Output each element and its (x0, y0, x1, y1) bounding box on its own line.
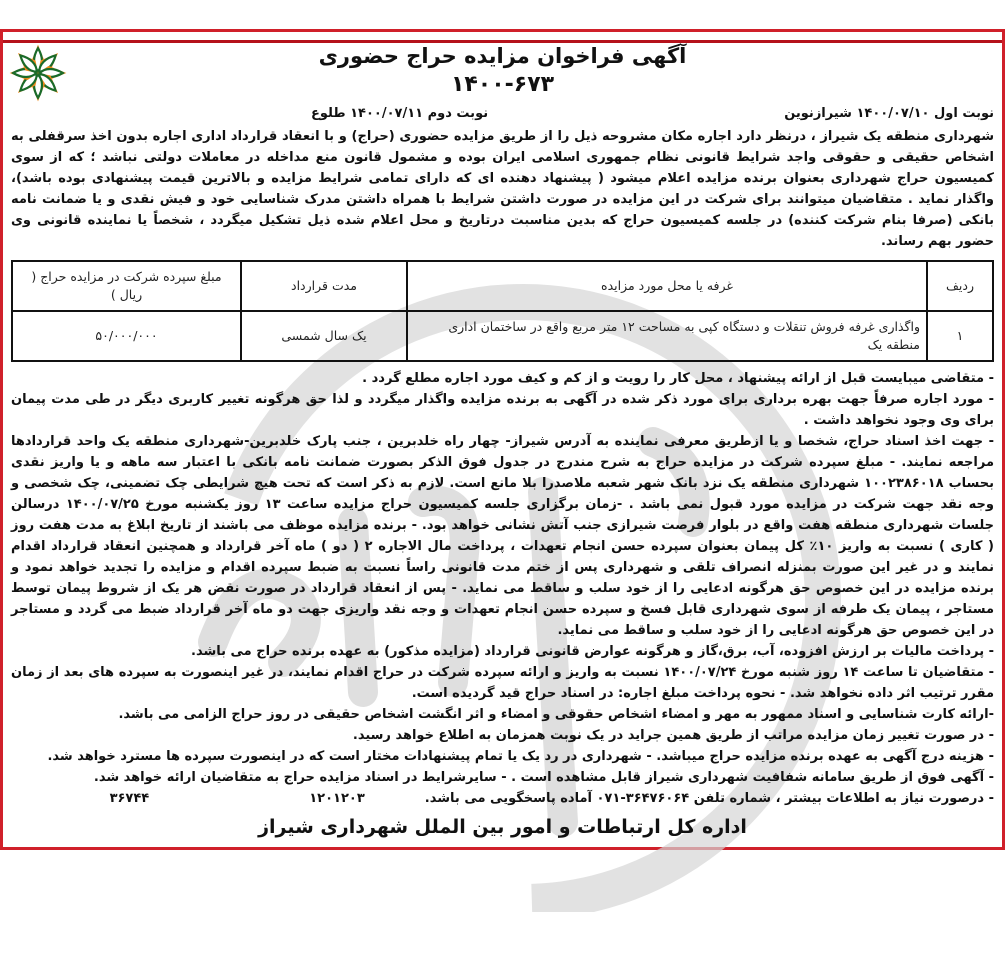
table-row (12, 311, 993, 361)
condition-item: - آگهی فوق از طریق سامانه شفافیت شهرداری شیراز قابل مشاهده است . - سایرشرایط در اسناد مزایده حراج به متقاضیان ارائه خواهد شد. (93, 770, 994, 785)
conditions-list (11, 368, 994, 809)
second-turn: نوبت دوم ۱۴۰۰/۰۷/۱۱ طلوع (311, 106, 489, 121)
ad-code: ۱۴۰۰-۶۷۳ (450, 72, 555, 97)
ad-frame (0, 29, 1005, 850)
cell-row-number: ۱ (927, 311, 993, 361)
col-duration: مدت قرارداد (241, 261, 407, 311)
condition-item: - متقاضیان تا ساعت ۱۴ روز شنبه مورخ ۱۴۰۰/۰۷/۲۴ نسبت به واریز و ارائه سپرده شرکت در حراج اقدام نمایند، در غیر اینصورت به سپرده های بعد از زمان مقرر ترتیب اثر داده نخواهد شد. - نحوه پرداخت مبلغ اجاره: در اسناد حراج قید گردیده است. (11, 665, 994, 701)
condition-item: - هزینه درج آگهی به عهده برنده مزایده حراج میباشد. - شهرداری در رد یک یا تمام پیشنهادات مختار است که در اینصورت سپرده ها مسترد خواهد شد. (47, 749, 994, 764)
cell-item: واگذاری غرفه فروش تنقلات و دستگاه کپی به مساحت ۱۲ متر مربع واقع در ساختمان اداری منطقه یک (407, 311, 927, 361)
condition-item: - پرداخت مالیات بر ارزش افزوده، آب، برق،گاز و هرگونه عوارض قانونی قرارداد (مزایده مذکور) به عهده برنده حراج می باشد. (191, 644, 994, 659)
intro-paragraph: شهرداری منطقه یک شیراز ، درنظر دارد اجاره مکان مشروحه ذیل را از طریق مزایده حضوری (حراج) و با انعقاد قرارداد اداری اجاره بدون اخذ سرقفلی به اشخاص حقیقی و حقوقی واجد شرایط قانونی نظام جمهوری اسلامی ایران بوده و مشمول قانون منع مداخله در معاملات دولتی نباشد ؛ که از سوی کمیسیون حراج شهرداری بعنوان برنده مزایده اعلام میشود ( پیشنهاد دهنده ای که دارای تمامی شرایط مزایده و بالاترین قیمت پیشنهادی بوده باشد)، واگذار نماید . متقاضیان میتوانند برای شرکت در این مزایده در صورت داشتن شرایط با همراه داشتن مدرک شناسایی خود و فیش نقدی و یا ضمانت نامه بانکی (صرفا بنام شرکت کننده) در جلسه کمیسیون حراج که بدین مناسبت درتاریخ و محل اعلام شده ذیل تشکیل میگردد ، شخصاً یا نماینده قانونی وی حضور بهم رساند. (11, 129, 994, 249)
contact-number-1: ۱۲۰۱۲۰۳ (309, 791, 365, 806)
publication-turns (11, 104, 994, 124)
condition-item: - در صورت تغییر زمان مزایده مراتب از طریق همین جراید در یک نوبت همزمان به اطلاع خواهد رسید. (352, 728, 994, 743)
contact-line (11, 788, 994, 809)
cell-duration: یک سال شمسی (241, 311, 407, 361)
col-row-number: ردیف (927, 261, 993, 311)
col-deposit: مبلغ سپرده شرکت در مزایده حراج ( ریال ) (12, 261, 241, 311)
col-item: غرفه یا محل مورد مزایده (407, 261, 927, 311)
table-header-row (12, 261, 993, 311)
condition-item: - متقاضی میبایست قبل از ارائه پیشنهاد ، محل کار را رویت و از کم و کیف مورد اجاره مطلع گردد . (362, 371, 994, 386)
cell-deposit: ۵۰/۰۰۰/۰۰۰ (12, 311, 241, 361)
contact-text: - درصورت نیاز به اطلاعات بیشتر ، شماره تلفن ۳۶۴۷۶۰۶۴-۰۷۱ آماده پاسخگویی می باشد. (424, 791, 994, 806)
first-turn: نوبت اول ۱۴۰۰/۰۷/۱۰ شیرازنوین (784, 106, 994, 121)
contact-number-2: ۳۶۷۴۴ (109, 791, 150, 806)
condition-item: - مورد اجاره صرفاً جهت بهره برداری برای مورد ذکر شده در آگهی به برنده مزایده واگذار میگردد و لذا حق هرگونه تغییر کاربری دیگر در طی مدت پیمان برای وی وجود نخواهد داشت . (11, 392, 994, 428)
condition-item: - جهت اخذ اسناد حراج، شخصا و یا ازطریق معرفی نماینده به آدرس شیراز- چهار راه خلدبرین ، جنب پارک خلدبرین-شهرداری منطقه یک واحد قراردادها مراجعه نمایند. - مبلغ سپرده شرکت در مزایده حراج به شرح مندرج در جدول فوق الذکر بصورت ضمانت نامه بانکی با اعتبار سه ماهه و یا واریز نقدی بحساب ۱۰۰۲۳۸۶۰۱۸ شهرداری منطقه یک نزد بانک شهر شعبه ملاصدرا بلا مانع است. لازم به ذکر است که تحت هیچ شرایطی چک تضمینی، چک شخصی و وجه نقد جهت شرکت در مزایده مورد قبول نمی باشد . -زمان برگزاری جلسه کمیسیون حراج مزایده ساعت ۱۳ روز یکشنبه مورخ ۱۴۰۰/۰۷/۲۵ درسالن جلسات شهرداری منطقه هفت واقع در بلوار فرصت شیرازی جنب آتش نشانی خواهد بود. - برنده مزایده موظف می باشند از تاریخ ابلاغ به مدت هفت روز ( کاری ) نسبت به واریز ۱۰٪ کل پیمان بعنوان سپرده حسن انجام تعهدات ، پرداخت مال الاجاره ۲ ( دو ) ماه آخر قرارداد و همچنین انعقاد قرارداد اقدام نمایند و در غیر این صورت بمنزله انصراف تلقی و شهرداری پس از ختم مدت قانونی راساً نسبت به ضبط سپرده اقدام و مزایده را تجدید خواهد نمود و برنده مزایده در این خصوص حق هرگونه ادعایی را از خود سلب و ساقط می نماید. - پس از انعقاد قرارداد در صورت نقض هر یک از شروط پیمان توسط مستاجر ، پیمان یک طرفه از سوی شهرداری قابل فسخ و سپرده حسن انجام تعهدات و وجه نقد واریزی جهت دو ماه آخر قرارداد ضبط می گردد و مستاجر در این خصوص حق هرگونه ادعایی را از خود سلب و ساقط می نماید. (11, 434, 995, 638)
condition-item: -ارائه کارت شناسایی و اسناد ممهور به مهر و امضاء اشخاص حقوقی و امضاء و اثر انگشت اشخاص حقیقی در روز حراج الزامی می باشد. (118, 707, 994, 722)
auction-table (11, 260, 994, 362)
ad-title: آگهی فراخوان مزایده حراج حضوری (318, 44, 687, 68)
ad-content (3, 32, 1002, 841)
issuer-signature: اداره کل ارتباطات و امور بین الملل شهرداری شیراز (258, 816, 747, 838)
